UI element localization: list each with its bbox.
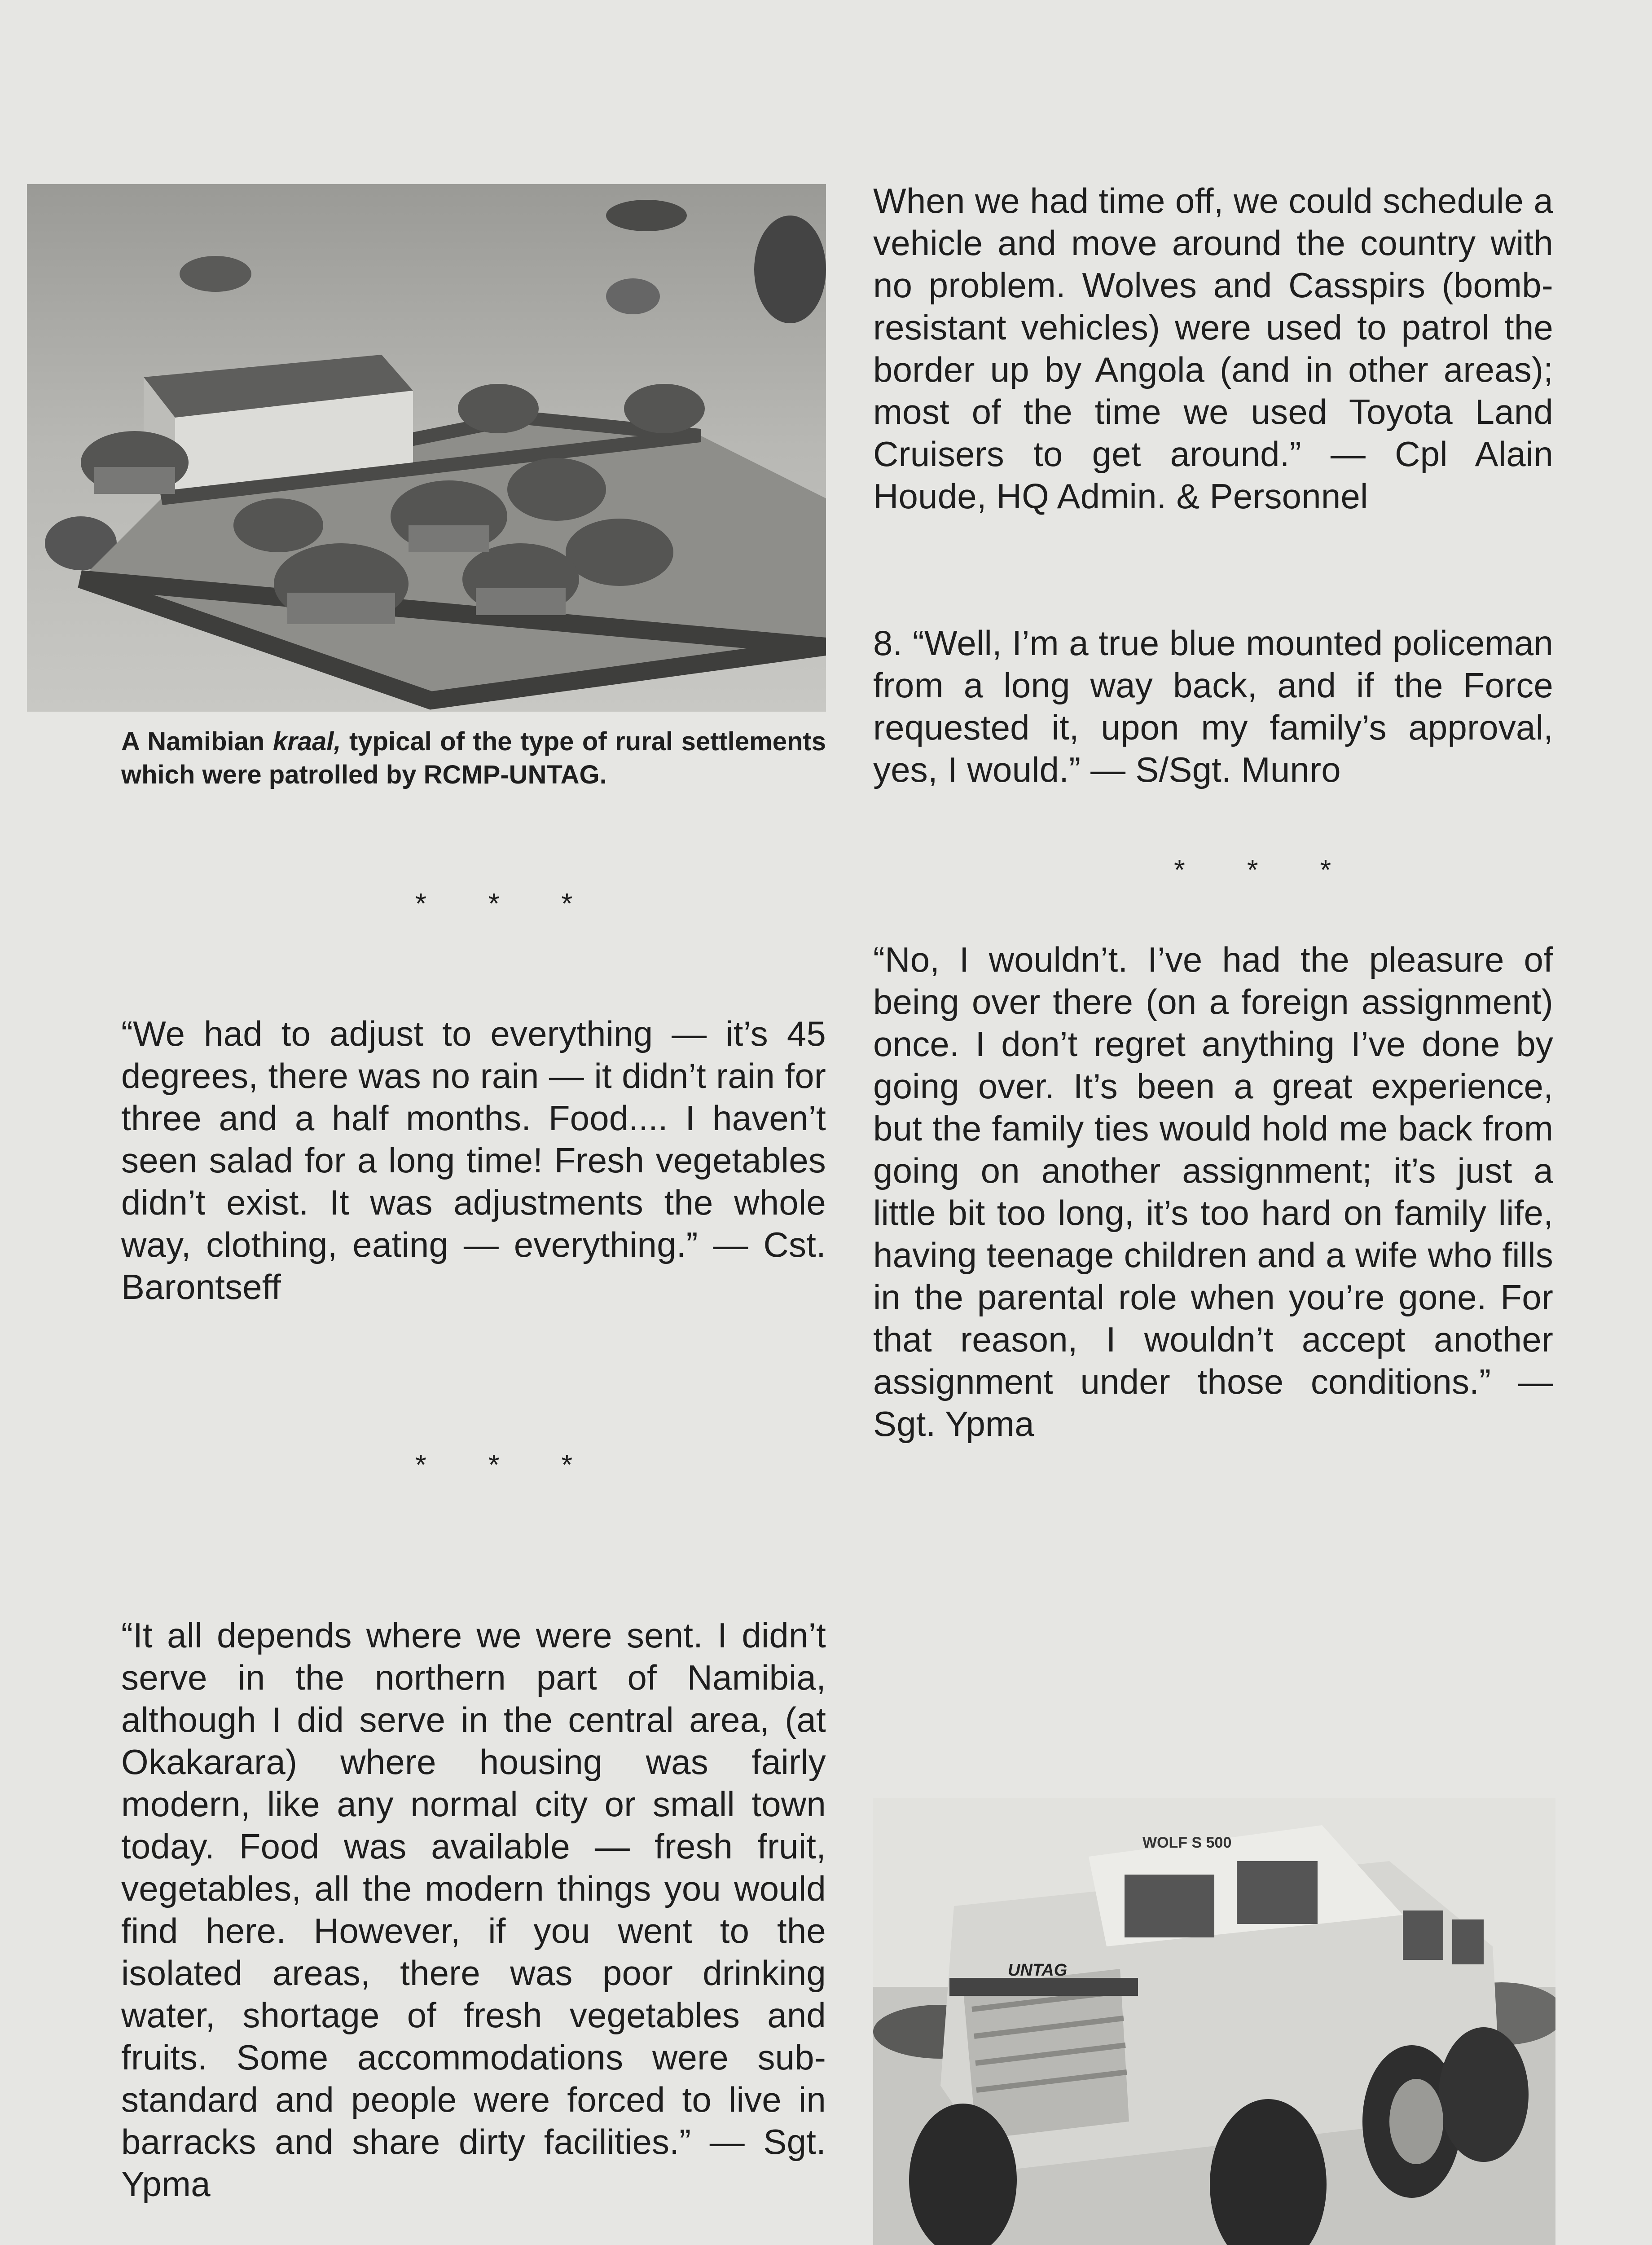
wolf-vehicle-photo <box>873 1798 1555 2245</box>
kraal-photo <box>27 184 826 712</box>
kraal-photo-caption: A Namibian kraal, typical of the type of rural settlements which were patrolled by RCMP-UNTAG. <box>121 727 826 789</box>
answer-houde: When we had time off, we could schedule a vehicle and move around the country with no problem. Wolves and Casspirs (bomb-resistant vehicles) were used to patrol the border up by Angola (and in other areas); most of the time we used Toyota Land Cruisers to get around.” — Cpl Alain Houde, HQ Admin. & Personnel <box>873 181 1553 516</box>
vehicle-plate-text: WOLF S 500 <box>1142 1834 1232 1851</box>
section-separator-2: * * * <box>415 1448 600 1481</box>
answer-8: 8. “Well, I’m a true blue mounted policeman from a long way back, and if the Force requested it, upon my family’s approval, yes, I would.” — S/Sgt. Munro <box>873 623 1553 789</box>
section-separator-1: * * * <box>415 887 600 920</box>
kraal-word: kraal, <box>272 727 341 756</box>
quote-barontseff: “We had to adjust to everything — it’s 45 degrees, there was no rain — it didn’t rain for three and a half months. Food.... I haven’t seen salad for a long time! Fresh vegetables didn’t exist. It was adjustments the whole way, clothing, eating — everything.” — Cst. Barontseff <box>121 1014 826 1307</box>
section-separator-3: * * * <box>1174 854 1358 886</box>
vehicle-untag-marking: UNTAG <box>1008 1961 1068 1980</box>
quote-ypma-housing: “It all depends where we were sent. I didn’t serve in the northern part of Namibia, although I did serve in the central area, (at Okakarara) where housing was fairly modern, like any normal city or small town today. Food was available — fresh fruit, vegetables, all the modern things you would find here. However, if you went to the isolated areas, there was poor drinking water, shortage of fresh vegetables and fruits. Some accommodations were sub-standard and people were forced to live in barracks and share dirty facilities.” — Sgt. Ypma <box>121 1616 826 2204</box>
quote-ypma-no: “No, I wouldn’t. I’ve had the pleasure of being over there (on a foreign assignment) once. I don’t regret anything I’ve done by going over. It’s been a great experience, but the family ties would hold me back from going on another assignment; it’s just a little bit too long, it’s too hard on family life, having teenage children and a wife who fills in the parental role when you’re gone. For that reason, I wouldn’t accept another assignment under those conditions.” — Sgt. Ypma <box>873 940 1553 1444</box>
